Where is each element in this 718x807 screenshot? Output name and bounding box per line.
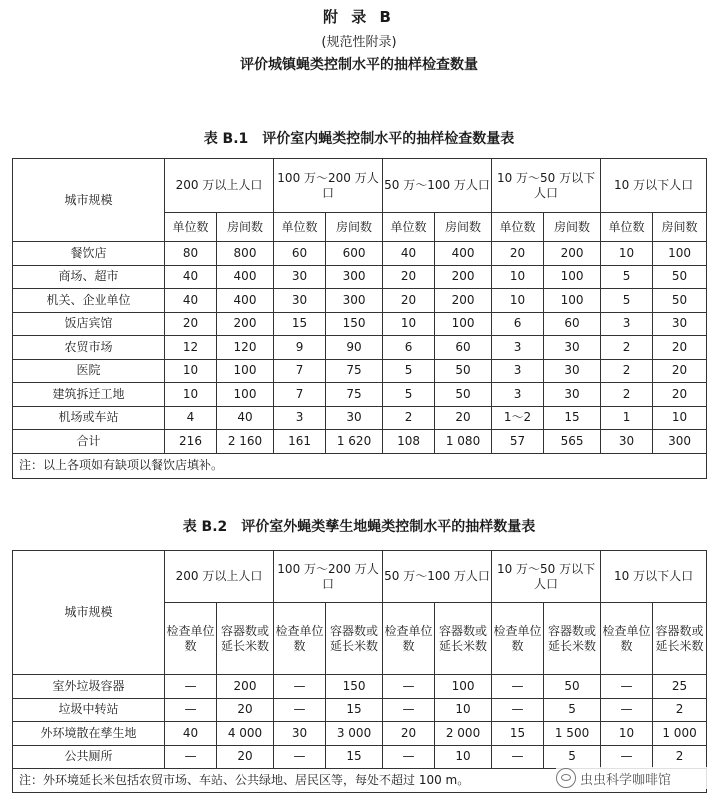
- row-label: 机场或车站: [13, 406, 165, 430]
- table-cell: 20: [383, 265, 435, 289]
- table1-sub-header: 房间数: [653, 213, 707, 242]
- table-cell: —: [165, 698, 217, 722]
- table-cell: 60: [274, 242, 326, 266]
- appendix-label: 附 录 B: [323, 8, 395, 26]
- table-cell: 15: [326, 698, 383, 722]
- table-cell: —: [492, 698, 544, 722]
- table-cell: 1 000: [653, 722, 707, 746]
- table-row: [13, 383, 707, 407]
- table1-sub-header: 房间数: [217, 213, 274, 242]
- table-cell: 9: [274, 336, 326, 360]
- table-cell: 100: [544, 265, 601, 289]
- chat-bubble-icon: [556, 768, 576, 788]
- table-cell: 3: [492, 383, 544, 407]
- table-cell: 30: [544, 359, 601, 383]
- table-cell: 2: [601, 359, 653, 383]
- table-cell: 150: [326, 675, 383, 699]
- table2-group-header: 10 万以下人口: [601, 551, 707, 603]
- table2-group-header-row: [13, 551, 707, 603]
- table1-sub-header: 房间数: [544, 213, 601, 242]
- table-cell: 5: [383, 383, 435, 407]
- table1-sub-header: 单位数: [165, 213, 217, 242]
- table-cell: 40: [165, 722, 217, 746]
- table-row: [13, 265, 707, 289]
- table-cell: 300: [653, 430, 707, 454]
- table-cell: —: [165, 745, 217, 769]
- table-cell: 10: [435, 745, 492, 769]
- table1-city-header: 城市规模: [13, 159, 165, 242]
- table-cell: —: [383, 675, 435, 699]
- table2-city-header: 城市规模: [13, 551, 165, 675]
- table-cell: —: [274, 698, 326, 722]
- table1-group-header: 100 万～200 万人口: [274, 159, 383, 213]
- table-cell: 400: [435, 242, 492, 266]
- table-cell: 100: [435, 312, 492, 336]
- table-cell: 60: [544, 312, 601, 336]
- table-cell: 20: [217, 698, 274, 722]
- table-cell: —: [274, 745, 326, 769]
- table2-note: 注：外环境延长米包括农贸市场、车站、公共绿地、居民区等，每处不超过 100 m。: [13, 769, 707, 793]
- table-cell: 30: [544, 383, 601, 407]
- table1-note: 注：以上各项如有缺项以餐饮店填补。: [13, 453, 707, 478]
- table2-sub-header: 检查单位数: [383, 603, 435, 675]
- table-cell: 3: [601, 312, 653, 336]
- outdoor-sampling-table: [12, 550, 707, 793]
- table-cell: —: [601, 698, 653, 722]
- table1-sub-header: 单位数: [383, 213, 435, 242]
- table2-sub-header: 容器数或延长米数: [544, 603, 601, 675]
- table-row: [13, 430, 707, 454]
- table-row: [13, 312, 707, 336]
- table-cell: 10: [653, 406, 707, 430]
- table-cell: 40: [383, 242, 435, 266]
- row-label: 建筑拆迁工地: [13, 383, 165, 407]
- table-cell: 1: [601, 406, 653, 430]
- table-cell: 25: [653, 675, 707, 699]
- row-label: 外环境散在孳生地: [13, 722, 165, 746]
- table-cell: 12: [165, 336, 217, 360]
- table-cell: 20: [383, 722, 435, 746]
- table-cell: 2: [653, 745, 707, 769]
- table-cell: 80: [165, 242, 217, 266]
- table-cell: 50: [653, 265, 707, 289]
- table-cell: 10: [383, 312, 435, 336]
- table-cell: 90: [326, 336, 383, 360]
- table-cell: 1～2: [492, 406, 544, 430]
- table-cell: 10: [435, 698, 492, 722]
- table-cell: 15: [492, 722, 544, 746]
- table-cell: 5: [544, 698, 601, 722]
- table-cell: 2: [653, 698, 707, 722]
- table1-group-header: 10 万～50 万以下人口: [492, 159, 601, 213]
- table-row: [13, 336, 707, 360]
- table-cell: 1 500: [544, 722, 601, 746]
- table-cell: 20: [217, 745, 274, 769]
- table2-sub-header: 容器数或延长米数: [435, 603, 492, 675]
- table-cell: 20: [653, 336, 707, 360]
- table1-sub-header: 房间数: [326, 213, 383, 242]
- row-label: 商场、超市: [13, 265, 165, 289]
- table-cell: 200: [435, 289, 492, 313]
- table-cell: —: [492, 745, 544, 769]
- table-cell: 40: [165, 265, 217, 289]
- table-cell: 100: [435, 675, 492, 699]
- table-cell: 30: [601, 430, 653, 454]
- row-label: 餐饮店: [13, 242, 165, 266]
- table2-sub-header: 检查单位数: [601, 603, 653, 675]
- table-cell: —: [601, 675, 653, 699]
- table-cell: 20: [383, 289, 435, 313]
- table-row: [13, 406, 707, 430]
- table-cell: 400: [217, 265, 274, 289]
- table-cell: —: [165, 675, 217, 699]
- table-cell: 800: [217, 242, 274, 266]
- table-cell: 300: [326, 265, 383, 289]
- table1-title: 表 B.1 评价室内蝇类控制水平的抽样检查数量表: [203, 131, 515, 147]
- table-cell: 1 620: [326, 430, 383, 454]
- table-row: [13, 359, 707, 383]
- table1-sub-header: 单位数: [601, 213, 653, 242]
- account-watermark: [556, 767, 716, 789]
- table-cell: 3 000: [326, 722, 383, 746]
- table-cell: 108: [383, 430, 435, 454]
- watermark-text: 虫虫科学咖啡馆: [580, 772, 672, 788]
- table-cell: 100: [544, 289, 601, 313]
- table-row: [13, 698, 707, 722]
- table-cell: 50: [653, 289, 707, 313]
- row-label: 室外垃圾容器: [13, 675, 165, 699]
- table-row: [13, 722, 707, 746]
- table-cell: 3: [492, 359, 544, 383]
- table-cell: 20: [435, 406, 492, 430]
- row-label: 医院: [13, 359, 165, 383]
- table-cell: 3: [274, 406, 326, 430]
- appendix-title: 评价城镇蝇类控制水平的抽样检查数量: [240, 57, 478, 73]
- table-cell: 400: [217, 289, 274, 313]
- table-cell: 10: [165, 383, 217, 407]
- table-cell: 100: [653, 242, 707, 266]
- table-cell: 300: [326, 289, 383, 313]
- table-cell: —: [601, 745, 653, 769]
- table-cell: 161: [274, 430, 326, 454]
- table-cell: 15: [544, 406, 601, 430]
- table-cell: 50: [435, 359, 492, 383]
- table-cell: 200: [435, 265, 492, 289]
- table-cell: 2 160: [217, 430, 274, 454]
- table1-group-header: 10 万以下人口: [601, 159, 707, 213]
- table-cell: 10: [601, 242, 653, 266]
- table-cell: 4: [165, 406, 217, 430]
- table-cell: 60: [435, 336, 492, 360]
- table-cell: 40: [165, 289, 217, 313]
- table2-sub-header: 容器数或延长米数: [653, 603, 707, 675]
- table-cell: 30: [274, 722, 326, 746]
- table1-group-header: 200 万以上人口: [165, 159, 274, 213]
- row-label: 饭店宾馆: [13, 312, 165, 336]
- table-cell: 15: [274, 312, 326, 336]
- table1-sub-header: 单位数: [274, 213, 326, 242]
- table-cell: 2: [383, 406, 435, 430]
- table-cell: 150: [326, 312, 383, 336]
- table-cell: 565: [544, 430, 601, 454]
- table-cell: 2: [601, 383, 653, 407]
- table2-group-header: 100 万～200 万人口: [274, 551, 383, 603]
- indoor-sampling-table: [12, 158, 707, 479]
- table-cell: 6: [383, 336, 435, 360]
- table2-sub-header: 容器数或延长米数: [326, 603, 383, 675]
- table-cell: 200: [217, 312, 274, 336]
- table-cell: 10: [492, 289, 544, 313]
- table1-sub-header: 房间数: [435, 213, 492, 242]
- row-label: 公共厕所: [13, 745, 165, 769]
- table-cell: 6: [492, 312, 544, 336]
- row-label: 机关、企业单位: [13, 289, 165, 313]
- table-row: [13, 675, 707, 699]
- table-cell: —: [492, 675, 544, 699]
- table2-group-header: 50 万～100 万人口: [383, 551, 492, 603]
- table-cell: 5: [383, 359, 435, 383]
- table-cell: 20: [653, 359, 707, 383]
- table-cell: 30: [544, 336, 601, 360]
- table2-title: 表 B.2 评价室外蝇类孳生地蝇类控制水平的抽样数量表: [182, 519, 536, 535]
- table-cell: 20: [653, 383, 707, 407]
- table2-sub-header: 检查单位数: [274, 603, 326, 675]
- table-cell: 10: [492, 265, 544, 289]
- table-cell: 7: [274, 383, 326, 407]
- table-row: [13, 289, 707, 313]
- table-cell: 40: [217, 406, 274, 430]
- table-cell: 30: [653, 312, 707, 336]
- table-cell: 50: [435, 383, 492, 407]
- table2-sub-header: 容器数或延长米数: [217, 603, 274, 675]
- table-cell: 30: [326, 406, 383, 430]
- table-cell: —: [383, 745, 435, 769]
- table-cell: 5: [601, 265, 653, 289]
- table-cell: 7: [274, 359, 326, 383]
- table-cell: 120: [217, 336, 274, 360]
- table-cell: 100: [217, 383, 274, 407]
- table-cell: 20: [492, 242, 544, 266]
- row-label: 合计: [13, 430, 165, 454]
- table-cell: 4 000: [217, 722, 274, 746]
- table-cell: 57: [492, 430, 544, 454]
- table-cell: 1 080: [435, 430, 492, 454]
- table-cell: 2: [601, 336, 653, 360]
- table-cell: 10: [601, 722, 653, 746]
- table1-group-header: 50 万～100 万人口: [383, 159, 492, 213]
- table-cell: 100: [217, 359, 274, 383]
- table-row: [13, 745, 707, 769]
- row-label: 农贸市场: [13, 336, 165, 360]
- table-cell: 3: [492, 336, 544, 360]
- table1-group-header-row: [13, 159, 707, 213]
- table-cell: 50: [544, 675, 601, 699]
- table2-group-header: 10 万～50 万以下人口: [492, 551, 601, 603]
- appendix-type-note: (规范性附录): [321, 35, 397, 50]
- table-cell: 2 000: [435, 722, 492, 746]
- table-cell: 30: [274, 265, 326, 289]
- table-cell: 20: [165, 312, 217, 336]
- table2-sub-header: 检查单位数: [492, 603, 544, 675]
- table1-sub-header: 单位数: [492, 213, 544, 242]
- table-cell: 75: [326, 359, 383, 383]
- table2-group-header: 200 万以上人口: [165, 551, 274, 603]
- row-label: 垃圾中转站: [13, 698, 165, 722]
- table-cell: 200: [217, 675, 274, 699]
- table-cell: 75: [326, 383, 383, 407]
- table-cell: 5: [544, 745, 601, 769]
- table-cell: 15: [326, 745, 383, 769]
- table-cell: 5: [601, 289, 653, 313]
- table-cell: 30: [274, 289, 326, 313]
- table-cell: 600: [326, 242, 383, 266]
- table-cell: —: [383, 698, 435, 722]
- table1-note-row: [13, 453, 707, 478]
- table-cell: 200: [544, 242, 601, 266]
- table-cell: —: [274, 675, 326, 699]
- table2-sub-header: 检查单位数: [165, 603, 217, 675]
- table-cell: 10: [165, 359, 217, 383]
- table-cell: 216: [165, 430, 217, 454]
- table-row: [13, 242, 707, 266]
